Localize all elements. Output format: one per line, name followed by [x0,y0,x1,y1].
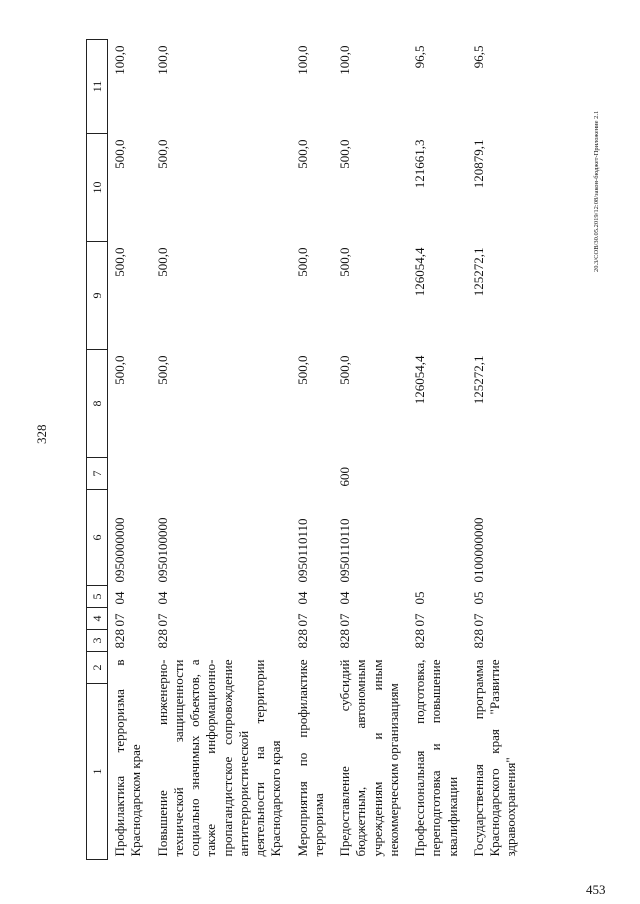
code-cell [108,458,151,490]
amount-cell: 100,0 [337,45,352,75]
code-cell: 04 [112,591,127,605]
row-name: Государственная программа Краснодарского края "Развитие здравоохранения" [470,659,519,857]
amount-cell: 100,0 [294,45,310,75]
amount-cell: 500,0 [337,355,352,385]
code-cell: 07 [112,613,127,627]
page-number: 328 [34,424,49,444]
table-row [108,40,151,860]
amount-cell: 500,0 [112,247,127,277]
code-cell: 0950110110 [294,518,310,583]
amount-cell: 500,0 [337,247,352,277]
row-name: Повышение инженерно-технической защищенности социально значимых объектов, а также информационно-пропагандистское сопровождение антитеррористической деятельности на территории Краснодарского края [154,659,284,857]
amount-cell: 96,5 [470,45,486,69]
code-cell: 04 [154,591,170,605]
code-cell [291,458,334,490]
header-cell: 2 [87,652,108,684]
code-cell: 05 [470,591,486,605]
code-cell [408,490,467,586]
amount-cell: 500,0 [294,139,310,169]
row-name: Предоставление субсидий бюджетным, автономным учреждениям и иным некоммерческим организациям [337,659,401,857]
row-name: Профессиональная подготовка, переподготовка и повышение квалификации [412,659,460,857]
footer-code: 20.3/СОВ/30.05.2019/12:08/закон-бюджет-Приложение 2.1 [593,110,600,272]
code-cell [467,458,526,490]
code-cell: 0950100000 [154,517,170,583]
code-cell: 04 [294,591,310,605]
code-cell: 828 [412,629,427,649]
amount-cell: 125272,1 [470,247,486,297]
amount-cell: 125272,1 [470,355,486,405]
code-cell: 828 [337,629,352,649]
table-row [291,40,334,860]
code-cell: 828 [294,629,310,649]
code-cell [151,458,291,490]
amount-cell: 120879,1 [470,139,486,189]
table-body [108,40,526,860]
code-cell: 07 [470,613,486,627]
code-cell [408,458,467,490]
amount-cell: 121661,3 [412,139,427,189]
budget-table [86,40,566,860]
code-cell: 05 [412,591,427,605]
code-cell: 07 [154,613,170,627]
amount-cell: 126054,4 [412,355,427,405]
code-cell: 828 [470,629,486,649]
table-header-row [87,40,108,860]
amount-cell: 96,5 [412,45,427,69]
amount-cell: 500,0 [294,247,310,277]
table-row [333,40,408,860]
amount-cell: 126054,4 [412,247,427,297]
code-cell: 0950000000 [112,517,127,583]
header-cell: 3 [87,630,108,652]
side-page-number: 453 [586,882,606,897]
row-name: Профилактика терроризма в Краснодарском крае [112,659,144,857]
header-cell: 8 [87,350,108,458]
header-cell: 11 [87,40,108,134]
table-row [151,40,291,860]
code-cell: 0950110110 [337,518,352,583]
amount-cell: 500,0 [112,355,127,385]
amount-cell: 500,0 [154,355,170,385]
amount-cell: 500,0 [154,247,170,277]
row-name: Мероприятия по профилактике терроризма [294,659,326,857]
code-cell: 07 [337,613,352,627]
code-cell: 600 [337,467,352,487]
amount-cell: 100,0 [112,45,127,75]
code-cell: 07 [294,613,310,627]
code-cell: 04 [337,591,352,605]
amount-cell: 500,0 [112,139,127,169]
header-cell: 10 [87,134,108,242]
header-cell: 5 [87,586,108,608]
amount-cell: 500,0 [154,139,170,169]
code-cell: 07 [412,613,427,627]
table-row [467,40,526,860]
amount-cell: 500,0 [294,355,310,385]
code-cell: 0100000000 [470,517,486,583]
code-cell: 828 [154,629,170,649]
table-row [408,40,467,860]
amount-cell: 100,0 [154,45,170,75]
header-cell: 1 [87,684,108,860]
header-cell: 7 [87,458,108,490]
amount-cell: 500,0 [337,139,352,169]
header-cell: 9 [87,242,108,350]
header-cell: 4 [87,608,108,630]
code-cell: 828 [112,629,127,649]
header-cell: 6 [87,490,108,586]
